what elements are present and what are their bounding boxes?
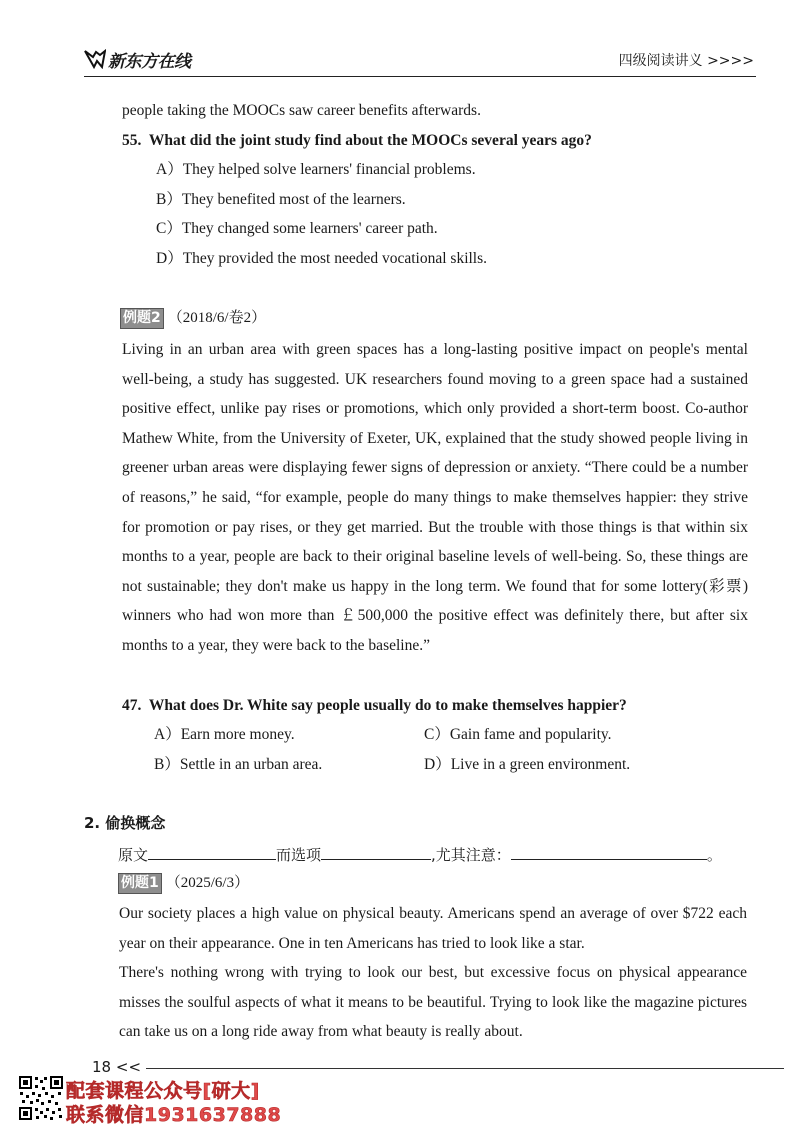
example-source: （2025/6/3）: [165, 875, 250, 891]
option-d: D）Live in a green environment.: [424, 756, 631, 773]
question-number: 55.: [122, 132, 142, 149]
footer-divider: [146, 1068, 784, 1069]
option-a: A）Earn more money.: [154, 726, 295, 743]
header-title: 四级阅读讲义 >>>>: [618, 53, 754, 69]
option-c: C）They changed some learners' career path.: [156, 220, 438, 237]
question-text: What did the joint study find about the MOOCs several years ago?: [148, 132, 592, 149]
question-number: 47.: [122, 697, 142, 714]
option-c: C）Gain fame and popularity.: [424, 726, 612, 743]
option-b: B）Settle in an urban area.: [154, 756, 323, 773]
example-2-header: [120, 308, 266, 329]
fill-label-option: 而选项: [276, 846, 322, 864]
logo-mark-icon: [84, 49, 106, 69]
example-2-passage: Living in an urban area with green spaces has a long-lasting positive impact on people's mental well-being, a study has suggested. UK researchers found moving to a green space had a sustained positive effect, unlike pay rises or promotions, which only provided a short-term boost. Co-author Mathew White, from the University of Exeter, UK, explained that the study showed people living in greener urban areas were displaying fewer signs of depression or anxiety. “There could be a number of reasons,” he said, “for example, people do many things to make themselves happier: they strive for promotion or pay rises, or they get married. But the trouble with those things is that within six months to a year, people are back to their original baseline levels of well-being. So, these things are not sustainable; they don't make us happy in the long term. We found that for some lottery(彩票) winners who had won more than ￡500,000 the positive effect was definitely there, but after six months to a year, they were back to the baseline.”: [122, 341, 748, 654]
page-arrows: <<: [115, 1058, 142, 1076]
option-b: B）They benefited most of the learners.: [156, 191, 406, 208]
logo-text: 新东方在线: [108, 51, 191, 72]
question-47: [122, 696, 627, 716]
section-title: 2. 偷换概念: [84, 814, 166, 832]
question-text: What does Dr. White say people usually do to make themselves happier?: [148, 697, 627, 714]
question-55: [122, 131, 592, 151]
fill-label-original: 原文: [118, 846, 149, 864]
blank-option: [321, 845, 431, 860]
blank-original: [148, 845, 276, 860]
page-number-value: 18: [92, 1058, 112, 1076]
example-tag: 例题1: [118, 873, 162, 894]
fill-label-note: ,尤其注意：: [431, 846, 511, 864]
example-1-header: [118, 873, 249, 894]
passage-tail: people taking the MOOCs saw career benefits afterwards.: [122, 102, 481, 119]
example-1-paragraph-1: Our society places a high value on physical beauty. Americans spend an average of over $722 each year on their appearance. One in ten Americans has tried to look like a star.: [119, 905, 747, 952]
promo-line-2: 联系微信1931637888: [66, 1104, 282, 1126]
fill-end: 。: [706, 846, 722, 864]
fill-in-line: [118, 845, 722, 865]
example-source: （2018/6/卷2）: [167, 310, 267, 326]
example-1-paragraph-2: There's nothing wrong with trying to look our best, but excessive focus on physical appearance misses the soulful aspects of what it means to be beautiful. Trying to look like the magazine pictures can take us on a long ride away from what beauty is really about.: [119, 964, 747, 1041]
qr-code-icon: [18, 1075, 64, 1121]
promo-line-1: 配套课程公众号[研大]: [66, 1080, 260, 1102]
example-tag: 例题2: [120, 308, 164, 329]
option-a: A）They helped solve learners' financial problems.: [156, 161, 476, 178]
blank-note: [511, 845, 707, 860]
option-d: D）They provided the most needed vocational skills.: [156, 250, 488, 267]
header-divider: [84, 76, 756, 77]
logo: [84, 46, 191, 72]
page-number: [92, 1058, 141, 1076]
